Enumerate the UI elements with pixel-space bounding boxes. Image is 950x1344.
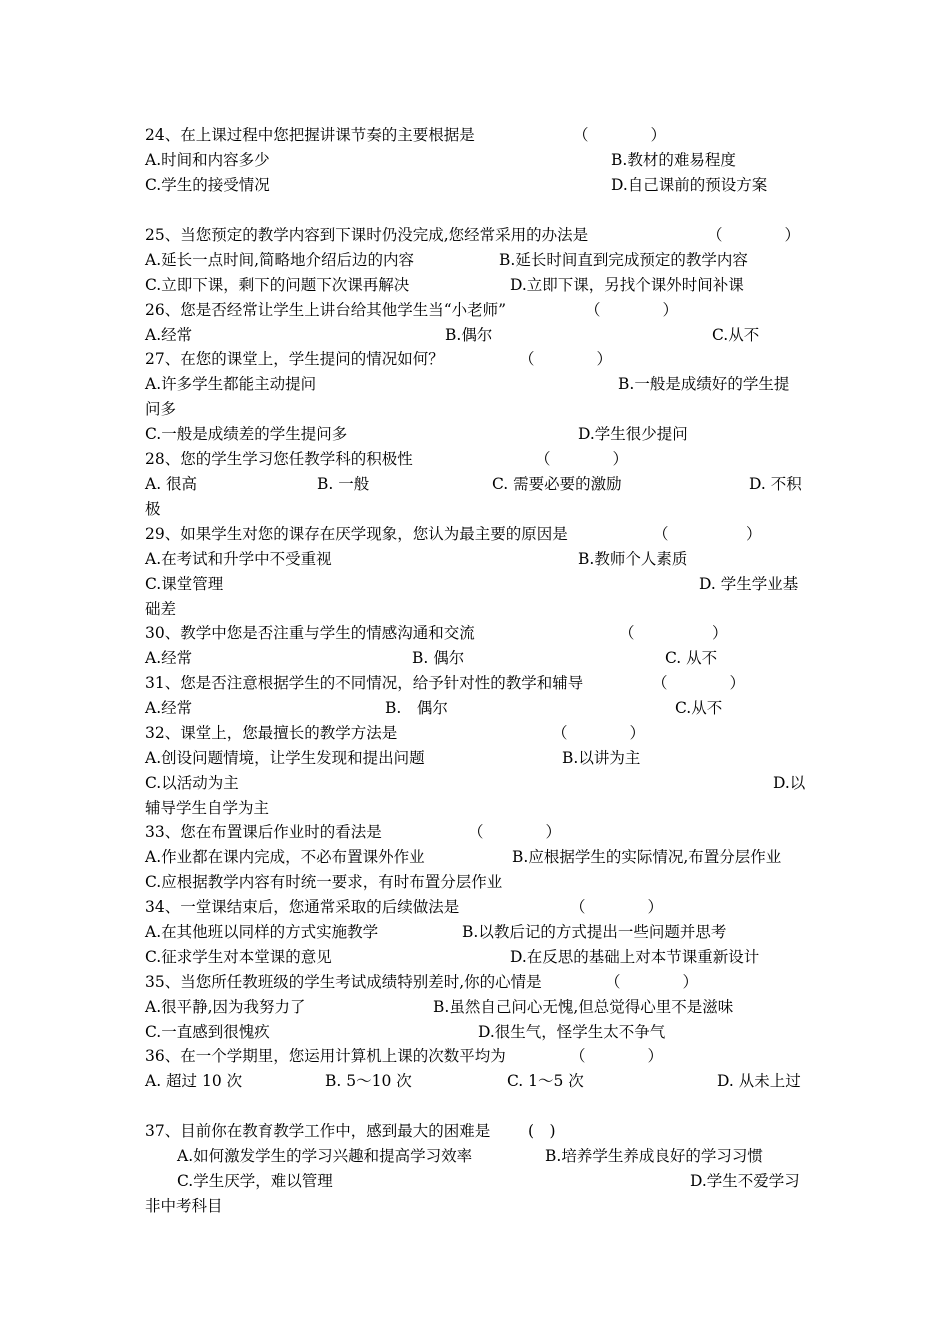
- question-text: 37、目前你在教育教学工作中，感到最大的困难是: [145, 1122, 491, 1140]
- question-text: 32、课堂上，您最擅长的教学方法是: [145, 724, 398, 742]
- answer-blank: （ ）: [468, 823, 562, 841]
- options-line: [145, 1020, 810, 1045]
- options-line: [145, 646, 810, 671]
- option-d: D.很生气，怪学生太不争气: [478, 1023, 666, 1041]
- option-c: C.从不: [675, 699, 723, 717]
- option-b: B.偶尔: [445, 326, 493, 344]
- option-wrap: 础差: [145, 600, 177, 618]
- option-c: C.课堂管理: [145, 575, 224, 593]
- question-36: [145, 1044, 810, 1069]
- option-c: C.从不: [712, 326, 760, 344]
- options-line: [145, 845, 810, 870]
- question-37: [145, 1119, 810, 1144]
- option-wrap: 极: [145, 500, 161, 518]
- question-33: [145, 820, 810, 845]
- option-a: A.创设问题情境，让学生发现和提出问题: [145, 749, 425, 767]
- option-wrap: 辅导学生自学为主: [145, 799, 270, 817]
- option-a: A. 超过 10 次: [145, 1072, 243, 1090]
- answer-blank: （ ）: [652, 674, 746, 692]
- question-31: [145, 671, 810, 696]
- options-line: [145, 248, 810, 273]
- options-line: [145, 472, 810, 497]
- options-line: [145, 148, 810, 173]
- question-32: [145, 721, 810, 746]
- options-line: [145, 547, 810, 572]
- option-c: C.一般是成绩差的学生提问多: [145, 425, 348, 443]
- option-b: B.应根据学生的实际情况,布置分层作业: [512, 848, 782, 866]
- option-c: C.学生厌学，难以管理: [177, 1172, 333, 1190]
- option-d: D.学生不爱学习: [690, 1172, 800, 1190]
- options-line: [145, 696, 810, 721]
- option-b: B.以讲为主: [562, 749, 641, 767]
- option-a: A.如何激发学生的学习兴趣和提高学习效率: [177, 1147, 473, 1165]
- options-line: [145, 1169, 810, 1194]
- option-a: A.延长一点时间,简略地介绍后边的内容: [145, 251, 415, 269]
- option-b: B.培养学生养成良好的学习习惯: [545, 1147, 763, 1165]
- options-line: [145, 497, 810, 522]
- options-line: [145, 323, 810, 348]
- question-34: [145, 895, 810, 920]
- answer-blank: （ ）: [707, 226, 801, 244]
- option-wrap: 非中考科目: [145, 1197, 223, 1215]
- options-line: [145, 1144, 810, 1169]
- option-wrap: 问多: [145, 400, 177, 418]
- question-text: 31、您是否注意根据学生的不同情况，给予针对性的教学和辅导: [145, 674, 584, 692]
- options-line: [145, 995, 810, 1020]
- option-c: C.应根据教学内容有时统一要求，有时布置分层作业: [145, 873, 503, 891]
- option-c: C.以活动为主: [145, 774, 239, 792]
- options-line: [145, 870, 810, 895]
- option-c: C. 1～5 次: [507, 1072, 584, 1090]
- option-c: C.学生的接受情况: [145, 176, 270, 194]
- option-d: D.在反思的基础上对本节课重新设计: [510, 948, 760, 966]
- options-line: [145, 1069, 810, 1094]
- option-b: B. 偶尔: [412, 649, 465, 667]
- option-a: A.很平静,因为我努力了: [145, 998, 306, 1016]
- option-d: D.以: [773, 774, 806, 792]
- options-line: [145, 422, 810, 447]
- option-c: C.立即下课，剩下的问题下次课再解决: [145, 276, 410, 294]
- answer-blank: ( ): [528, 1122, 556, 1140]
- options-line: [145, 397, 810, 422]
- question-text: 26、您是否经常让学生上讲台给其他学生当“小老师”: [145, 301, 507, 319]
- question-29: [145, 522, 810, 547]
- question-text: 34、一堂课结束后，您通常采取的后续做法是: [145, 898, 460, 916]
- option-c: C. 需要必要的激励: [492, 475, 622, 493]
- options-line: [145, 796, 810, 821]
- answer-blank: （ ）: [570, 1047, 664, 1065]
- option-b: B.以教后记的方式提出一些问题并思考: [462, 923, 727, 941]
- answer-blank: （ ）: [619, 624, 728, 642]
- option-d: D. 学生学业基: [699, 575, 799, 593]
- option-a: A.经常: [145, 649, 193, 667]
- option-a: A. 很高: [145, 475, 198, 493]
- answer-blank: （ ）: [535, 450, 629, 468]
- answer-blank: （ ）: [585, 301, 679, 319]
- options-line: [145, 597, 810, 622]
- option-b: B.一般是成绩好的学生提: [618, 375, 790, 393]
- option-a: A.在其他班以同样的方式实施教学: [145, 923, 379, 941]
- option-b: B. 偶尔: [385, 699, 448, 717]
- option-a: A.许多学生都能主动提问: [145, 375, 317, 393]
- question-24: [145, 123, 810, 148]
- option-b: B. 一般: [317, 475, 370, 493]
- option-d: D.自己课前的预设方案: [611, 176, 768, 194]
- option-b: B.虽然自己问心无愧,但总觉得心里不是滋味: [433, 998, 734, 1016]
- option-a: A.在考试和升学中不受重视: [145, 550, 332, 568]
- option-b: B.延长时间直到完成预定的教学内容: [499, 251, 748, 269]
- question-27: [145, 347, 810, 372]
- question-text: 25、当您预定的教学内容到下课时仍没完成,您经常采用的办法是: [145, 226, 589, 244]
- question-text: 33、您在布置课后作业时的看法是: [145, 823, 382, 841]
- question-35: [145, 970, 810, 995]
- question-text: 36、在一个学期里，您运用计算机上课的次数平均为: [145, 1047, 506, 1065]
- answer-blank: （ ）: [570, 898, 664, 916]
- question-25: [145, 223, 810, 248]
- option-d: D. 不积: [749, 475, 802, 493]
- answer-blank: （ ）: [552, 724, 646, 742]
- question-30: [145, 621, 810, 646]
- options-line: [145, 945, 810, 970]
- option-b: B. 5～10 次: [325, 1072, 412, 1090]
- question-text: 28、您的学生学习您任教学科的积极性: [145, 450, 413, 468]
- option-d: D.学生很少提问: [578, 425, 688, 443]
- options-line: [145, 1194, 810, 1219]
- options-line: [145, 920, 810, 945]
- answer-blank: （ ）: [573, 126, 667, 144]
- options-line: [145, 372, 810, 397]
- question-text: 27、在您的课堂上，学生提问的情况如何？: [145, 350, 444, 368]
- option-c: C.征求学生对本堂课的意见: [145, 948, 332, 966]
- answer-blank: （ ）: [519, 350, 613, 368]
- option-a: A.经常: [145, 326, 193, 344]
- option-d: D.立即下课，另找个课外时间补课: [510, 276, 744, 294]
- option-b: B.教师个人素质: [578, 550, 688, 568]
- question-text: 29、如果学生对您的课存在厌学现象，您认为最主要的原因是: [145, 525, 568, 543]
- option-b: B.教材的难易程度: [611, 151, 736, 169]
- option-a: A.经常: [145, 699, 193, 717]
- option-a: A.作业都在课内完成，不必布置课外作业: [145, 848, 425, 866]
- question-text: 30、教学中您是否注重与学生的情感沟通和交流: [145, 624, 475, 642]
- option-c: C.一直感到很愧疚: [145, 1023, 270, 1041]
- option-c: C. 从不: [665, 649, 718, 667]
- options-line: [145, 173, 810, 198]
- option-a: A.时间和内容多少: [145, 151, 270, 169]
- question-28: [145, 447, 810, 472]
- question-26: [145, 298, 810, 323]
- answer-blank: （ ）: [653, 525, 762, 543]
- question-text: 35、当您所任教班级的学生考试成绩特别差时,你的心情是: [145, 973, 542, 991]
- options-line: [145, 771, 810, 796]
- options-line: [145, 572, 810, 597]
- answer-blank: （ ）: [605, 973, 699, 991]
- options-line: [145, 273, 810, 298]
- options-line: [145, 746, 810, 771]
- option-d: D. 从未上过: [717, 1072, 801, 1090]
- question-text: 24、在上课过程中您把握讲课节奏的主要根据是: [145, 126, 475, 144]
